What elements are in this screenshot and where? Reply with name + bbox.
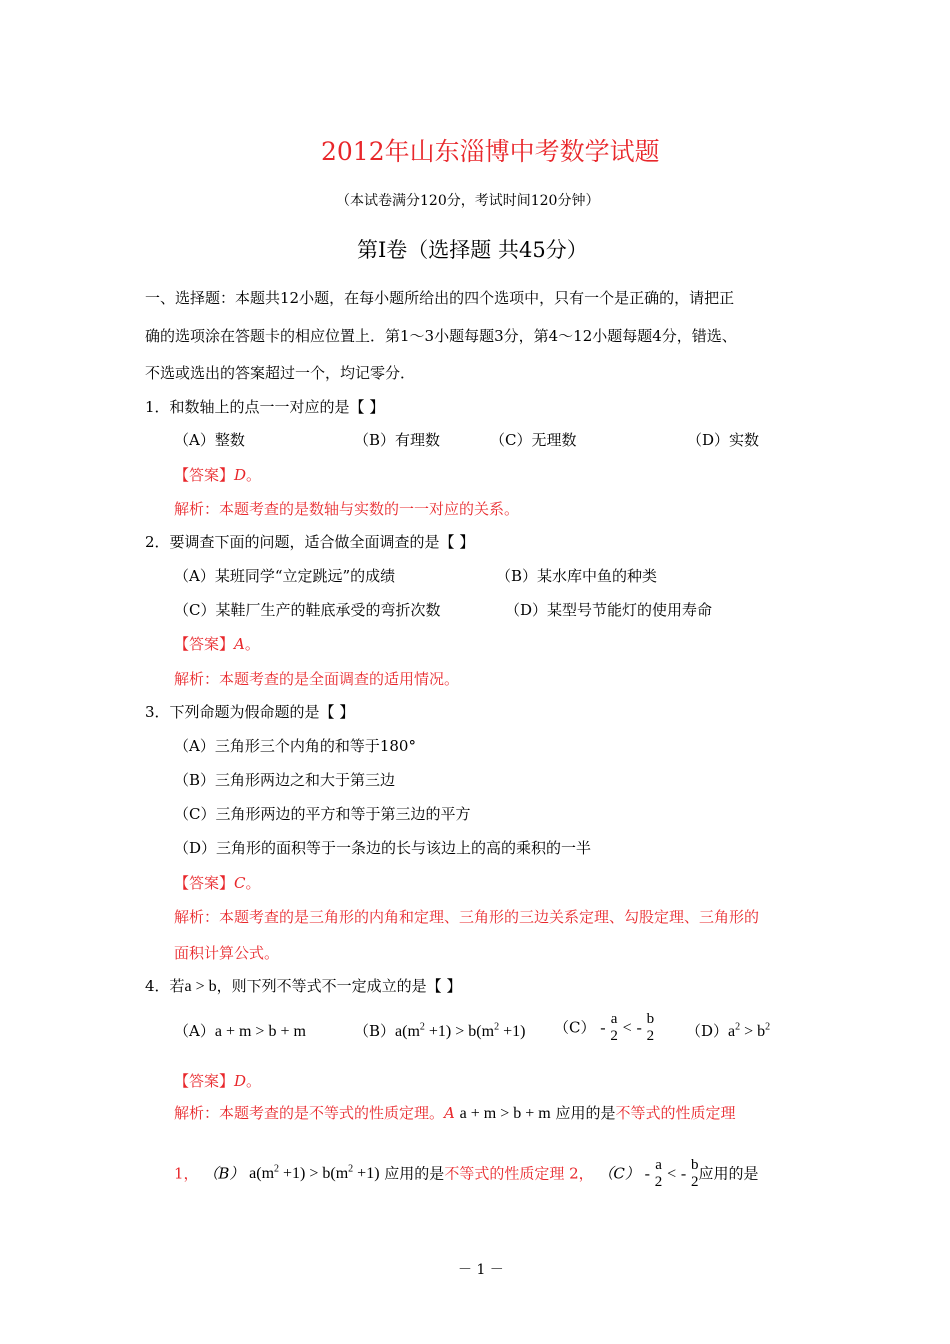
analysis-math: a + m > b + m: [459, 1105, 551, 1122]
q3-option-c: （C）三角形两边的平方和等于第三边的平方: [174, 805, 471, 823]
q4-stem: [145, 975, 461, 996]
answer-label: 【答案】: [174, 466, 235, 484]
square-exponent: 2: [765, 1021, 771, 1033]
q4-stem-pre: 4．若: [145, 977, 185, 995]
q1-option-d: （D）实数: [687, 431, 760, 449]
numerator: b: [646, 1011, 655, 1027]
denominator: 2: [646, 1027, 655, 1044]
q3-analysis-line-2: 面积计算公式。: [174, 944, 280, 962]
answer-end: 。: [244, 635, 260, 653]
q2-option-a: （A）某班同学“立定跳远”的成绩: [174, 567, 396, 585]
q2-stem: 2．要调查下面的问题，适合做全面调查的是【 】: [145, 533, 475, 551]
numerator: a: [610, 1011, 618, 1027]
analysis-intro: 解析：本题考查的是不等式的性质定理。: [174, 1104, 445, 1122]
numerator: a: [655, 1157, 662, 1173]
q3-stem: 3．下列命题为假命题的是【 】: [145, 703, 355, 721]
answer-letter: D: [234, 1072, 247, 1090]
q4-option-c: [554, 1012, 654, 1045]
q2-analysis: 解析：本题考查的是全面调查的适用情况。: [174, 670, 460, 688]
q2-option-b: （B）某水库中鱼的种类: [496, 567, 658, 585]
q4-option-a: [174, 1020, 306, 1041]
section-heading: 第Ⅰ卷（选择题 共45分）: [357, 238, 588, 262]
instruction-line-2: 确的选项涂在答题卡的相应位置上．第1～3小题每题3分，第4～12小题每题4分，错选、: [145, 327, 737, 345]
answer-end: 。: [246, 1072, 262, 1090]
numerator: b: [690, 1157, 699, 1173]
q4-option-d: [686, 1020, 770, 1041]
answer-label: 【答案】: [174, 874, 235, 892]
answer-letter: C: [234, 874, 246, 892]
q3-option-b: （B）三角形两边之和大于第三边: [174, 771, 396, 789]
math-part: a: [728, 1023, 736, 1040]
square-exponent: 2: [735, 1021, 741, 1033]
q4-answer: [174, 1070, 261, 1091]
math-part: a(m: [395, 1023, 420, 1040]
analysis-text: 应用的是: [550, 1104, 616, 1122]
minus-sign: -: [644, 1165, 650, 1183]
denominator: 2: [610, 1027, 618, 1044]
analysis-option-c: （C）: [598, 1164, 640, 1183]
instruction-line-3: 不选或选出的答案超过一个，均记零分．: [145, 364, 416, 382]
square-exponent: 2: [274, 1163, 280, 1175]
q1-analysis: 解析：本题考查的是数轴与实数的一一对应的关系。: [174, 500, 520, 518]
math-part: a(m: [249, 1165, 275, 1183]
denominator: 2: [654, 1173, 663, 1190]
math-part: +1): [353, 1165, 380, 1183]
instruction-line-1: 一、选择题：本题共12小题，在每小题所给出的四个选项中，只有一个是正确的，请把正: [145, 289, 735, 307]
less-than-sign: <: [667, 1165, 677, 1183]
option-math: [395, 1023, 525, 1040]
answer-end: 。: [246, 466, 262, 484]
answer-letter: D: [234, 466, 247, 484]
option-label: （A）: [174, 1022, 215, 1040]
q1-option-b: （B）有理数: [354, 431, 441, 449]
exam-subtitle: （本试卷满分120分，考试时间120分钟）: [336, 193, 600, 209]
q2-option-c: （C）某鞋厂生产的鞋底承受的弯折次数: [174, 601, 441, 619]
q4-stem-post: ，则下列不等式不一定成立的是【 】: [216, 977, 462, 995]
math-part: +1) > b(m: [424, 1023, 495, 1040]
q4-analysis-line-2: [174, 1158, 759, 1191]
q3-option-d: （D）三角形的面积等于一条边的长与该边上的高的乘积的一半: [174, 839, 592, 857]
q1-option-c: （C）无理数: [490, 431, 577, 449]
answer-label: 【答案】: [174, 1072, 235, 1090]
q2-option-d: （D）某型号节能灯的使用寿命: [505, 601, 713, 619]
square-exponent: 2: [348, 1163, 354, 1175]
math-part: +1) > b(m: [279, 1165, 349, 1183]
less-than-sign: <: [622, 1019, 632, 1037]
analysis-rule-number: 1，: [174, 1164, 199, 1183]
minus-sign: -: [636, 1019, 642, 1037]
analysis-math: [249, 1165, 379, 1182]
q4-option-b: [354, 1020, 525, 1041]
analysis-rule: 不等式的性质定理: [615, 1104, 736, 1122]
q3-analysis-line-1: 解析：本题考查的是三角形的内角和定理、三角形的三边关系定理、勾股定理、三角形的: [174, 908, 760, 926]
q3-answer: [174, 872, 261, 893]
analysis-option-b: （B）: [203, 1164, 245, 1183]
answer-letter: A: [234, 635, 245, 653]
math-part: +1): [499, 1023, 526, 1040]
q2-answer: [174, 633, 260, 654]
analysis-option-a: A: [444, 1104, 455, 1122]
option-label: （C）: [554, 1018, 596, 1037]
q4-stem-math: a > b: [184, 978, 217, 995]
page-number: － 1 －: [458, 1262, 504, 1278]
q1-stem: 1．和数轴上的点一一对应的是【 】: [145, 398, 385, 416]
fraction-b-over-2: [647, 1012, 655, 1045]
analysis-text: 应用的是: [379, 1164, 445, 1183]
denominator: 2: [690, 1173, 699, 1190]
page-title: 2012年山东淄博中考数学试题: [321, 137, 660, 166]
answer-end: 。: [245, 874, 261, 892]
option-math: a + m > b + m: [214, 1023, 306, 1040]
q1-answer: [174, 464, 261, 485]
square-exponent: 2: [419, 1021, 425, 1033]
analysis-rule: 不等式的性质定理 2，: [444, 1164, 594, 1183]
q3-option-a: （A）三角形三个内角的和等于180°: [174, 737, 416, 755]
q4-analysis-line-1: [174, 1102, 736, 1123]
analysis-text: 应用的是: [698, 1164, 759, 1183]
math-part: > b: [740, 1023, 766, 1040]
option-label: （D）: [686, 1022, 729, 1040]
minus-sign: -: [680, 1165, 687, 1183]
fraction-a-over-2: [655, 1158, 663, 1191]
q1-option-a: （A）整数: [174, 431, 245, 449]
option-math: [728, 1023, 770, 1040]
fraction-a-over-2: [610, 1012, 618, 1045]
option-label: （B）: [354, 1022, 396, 1040]
square-exponent: 2: [494, 1021, 500, 1033]
minus-sign: -: [600, 1019, 606, 1037]
answer-label: 【答案】: [174, 635, 235, 653]
